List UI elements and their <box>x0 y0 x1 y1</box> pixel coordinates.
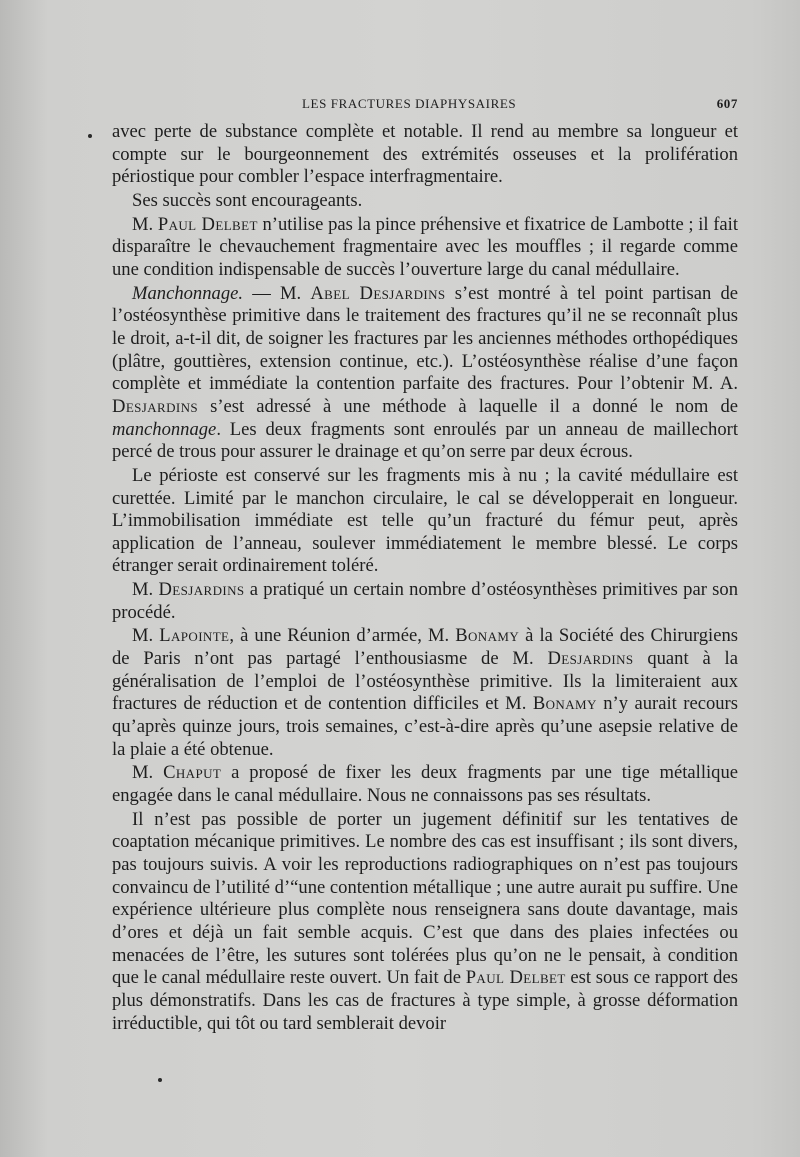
paragraph-7: M. Lapointe, à une Réunion d’armée, M. Bonamy à la Société des Chirurgiens de Paris n’ont pas partagé l’enthousiasme de M. Desjardins quant à la généralisation de l’emploi de l’ostéosynthèse primitive. Ils la limiteraient aux fractures de réduction et de contention difficiles et M. Bonamy n’y aurait recours qu’après quinze jours, trois semaines, c’est-à-dire après qu’une asepsie relative de la plaie a été obtenue. <box>112 625 738 760</box>
section-title: Manchonnage. <box>132 282 244 304</box>
author-name: Abel Desjardins <box>310 282 446 304</box>
author-name: Bonamy <box>532 693 597 715</box>
author-name: Desjardins <box>158 579 245 601</box>
author-name: Paul Delbet <box>465 967 566 989</box>
italic-term: manchonnage <box>112 418 217 440</box>
author-name: Bonamy <box>455 625 520 647</box>
body-text <box>112 121 738 1035</box>
paragraph-1: avec perte de substance complète et notable. Il rend au membre sa longueur et compte sur le bourgeonnement des extrémités osseuses et la prolifération périostique pour combler l’espace interfragmentaire. <box>112 121 738 188</box>
paragraph-6: M. Desjardins a pratiqué un certain nombre d’ostéosynthèses primitives par son procédé. <box>112 579 738 623</box>
paragraph-5: Le périoste est conservé sur les fragments mis à nu ; la cavité médullaire est curettée. Limité par le manchon circulaire, le cal se développerait en longueur. L’immobilisation immédiate est telle qu’un fracturé du fémur peut, après application de l’anneau, soulever immédiatement le membre blessé. Le corps étranger serait ordinairement toléré. <box>112 464 738 577</box>
running-title: LES FRACTURES DIAPHYSAIRES <box>302 96 517 111</box>
author-name: Desjardins <box>112 395 199 417</box>
author-name: Chaput <box>163 762 222 784</box>
paragraph-2: Ses succès sont encourageants. <box>132 189 363 211</box>
margin-mark <box>88 134 92 138</box>
author-name: Desjardins <box>547 648 634 670</box>
paragraph-3: M. Paul Delbet n’utilise pas la pince préhensive et fixatrice de Lambotte ; il fait disparaître le chevauchement fragmentaire avec les mouffles ; il regarde comme une condition indispensable de succès l’ouverture large du canal médullaire. <box>112 213 738 280</box>
paragraph-4: Manchonnage. — M. Abel Desjardins s’est montré à tel point partisan de l’ostéosynthèse primitive dans le traitement des fractures qu’il ne se reconnaît plus le droit, a-t-il dit, de soigner les fractures par les anciennes méthodes orthopédiques (plâtre, gouttières, extension continue, etc.). L’ostéosynthèse réalise d’une façon complète et immédiate la contention parfaite des fractures. Pour l’obtenir M. A. Desjardins s’est adressé à une méthode à laquelle il a donné le nom de manchonnage. Les deux fragments sont enroulés par un anneau de maillechort percé de trous pour assurer le drainage et qu’on serre par deux écrous. <box>112 282 738 463</box>
running-head <box>112 96 738 116</box>
paragraph-8: M. Chaput a proposé de fixer les deux fragments par une tige métallique engagée dans le canal médullaire. Nous ne connaissons pas ses résultats. <box>112 762 738 807</box>
margin-mark <box>158 1078 162 1082</box>
paragraph-9: Il n’est pas possible de porter un jugement définitif sur les tentatives de coaptation mécanique primitives. Le nombre des cas est insuffisant ; ils sont divers, pas toujours suivis. A voir les reproductions radiographiques on n’est pas toujours convaincu de l’utilité d’“une contention métallique ; une autre aurait pu suffire. Une expérience ultérieure plus complète nous renseignera sans doute davantage, mais d’ores et déjà un fait semble acquis. C’est que dans des plaies infectées ou menacées de l’être, les sutures sont tolérées plus qu’on ne le pensait, à condition que le canal médullaire reste ouvert. Un fait de Paul Delbet est sous ce rapport des plus démonstratifs. Dans les cas de fractures à type simple, à grosse déformation irréductible, qui tôt ou tard semblerait devoir <box>112 808 738 1034</box>
author-name: Paul Delbet <box>157 213 258 235</box>
author-name: Lapointe <box>159 625 230 647</box>
page-number: 607 <box>716 96 738 111</box>
